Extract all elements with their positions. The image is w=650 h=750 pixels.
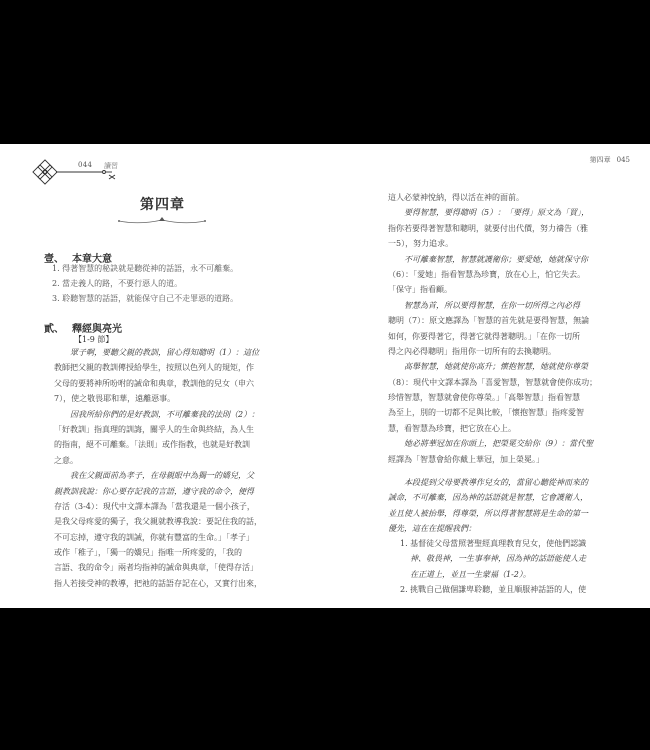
text-line: 不可離棄智慧，智慧就護衛你；要愛她，她就保守你 [404, 254, 588, 264]
list-item-line: 在正道上，並且一生蒙福（1-2）。 [410, 569, 531, 579]
text-line: 或作「稚子」，「獨一的嬌兒」指唯一所疼愛的，「我的 [54, 548, 242, 558]
text-line: 指你若要得著智慧和聰明，就要付出代價，努力禱告（雅 [388, 223, 588, 233]
text-line: 經譯為「智慧會給你戴上華冠，加上榮冕。」 [388, 454, 544, 464]
text-line: 高舉智慧，她就使你高升；懷抱智慧，她就使你尊榮 [404, 362, 588, 372]
list-item-line: 神、敬畏神，一生事奉神，因為神的話語能使人走 [410, 554, 586, 564]
summary-item: 1. 得著智慧的秘訣就是聽從神的話語，永不可離棄。 [52, 264, 239, 273]
text-line: 存活（3-4）：現代中文譯本譯為「當我還是一個小孩子， [54, 501, 255, 511]
text-line: 不可忘掉，遵守我的訓誡，你就有豐富的生命。」「孝子」 [54, 532, 254, 542]
chapter-title: 第四章 [140, 197, 185, 213]
summary-list [52, 261, 238, 306]
text-line: 我在父親面前為孝子，在母親眼中為獨一的嬌兒，父 [70, 471, 254, 481]
text-line: 之意。 [54, 455, 78, 465]
running-title-left: 讀習 [104, 162, 118, 170]
text-line: 眾子啊，要聽父親的教訓，留心得知聰明（1）：這位 [70, 348, 260, 357]
text-line: 言語、我的命令」兩者均指神的誡命與典章，「使得存活」 [54, 563, 258, 573]
running-title-right: 第四章 [589, 156, 611, 164]
text-line: （8）：現代中文譯本譯為「喜愛智慧，智慧就會使你成功； [388, 377, 598, 387]
text-line: 優先，這在在提醒我們： [388, 524, 476, 534]
text-line: 父母的要將神所吩咐的誡命和典章，教訓他的兒女（申六 [54, 378, 254, 388]
bottom-black-bar [0, 608, 650, 750]
book-spread [0, 144, 650, 608]
page-number-left: 044 [78, 161, 93, 169]
text-line: 慧，看智慧為珍寶，把它放在心上。 [388, 423, 516, 433]
text-line: 為至上，別的一切都不足與比較，「懷抱智慧」指疼愛智 [388, 408, 584, 418]
section-number: 壹、 [44, 254, 64, 265]
text-line: 一5），努力追求。 [388, 239, 454, 249]
text-line: 得之內必得聰明」指用你一切所有的去換聰明。 [388, 346, 556, 356]
text-line: 要得智慧，要得聰明（5）：「要得」原文為「買」， [404, 208, 590, 218]
text-line: 智慧為首，所以要得智慧，在你一切所得之內必得 [404, 300, 580, 310]
text-line: 如何，你要得著它，得著它就得著聰明。」「在你一切所 [388, 331, 580, 341]
text-line: 「保守」指看顧。 [388, 285, 452, 295]
list-item-line: 2. 挑戰自己做個謙卑聆聽，並且順服神話語的人，使 [400, 585, 587, 595]
chapter-ornament-icon [117, 216, 207, 226]
left-page [0, 144, 325, 608]
text-line: 因我所給你們的是好教訓，不可離棄我的法則（2）： [70, 409, 260, 419]
text-line: 並且使人被抬舉，得尊榮，所以得著智慧將是生命的第一 [388, 508, 588, 518]
right-body-text [388, 190, 610, 467]
section-title: 本章大意 [72, 254, 112, 265]
section-number: 貳、 [44, 324, 64, 335]
text-line: 是我父母疼愛的獨子，我父親就教導我說：要記住我的話， [54, 517, 262, 527]
summary-item: 2. 當走義人的路，不要行惡人的道。 [52, 279, 183, 288]
text-line: 她必將華冠加在你頭上，把榮冕交給你（9）：當代聖 [404, 439, 594, 449]
summary-item: 3. 聆聽智慧的話語，就能保守自己不走罪惡的道路。 [52, 294, 239, 303]
text-line: 本段提到父母要教導作兒女的，當留心聽從神而來的 [404, 478, 588, 487]
text-line: 聰明（7）：原文應譯為「智慧的首先就是要得智慧，無論 [388, 316, 590, 326]
text-line: 誡命，不可離棄，因為神的話語就是智慧，它會護衛人， [388, 493, 588, 503]
text-line: 珍惜智慧，智慧就會使你尊榮。」「高舉智慧」指看智慧 [388, 393, 580, 403]
right-page-header [584, 155, 630, 165]
text-line: 這人必蒙神悅納，得以活在神的面前。 [388, 193, 524, 202]
verse-reference: 【1-9 節】 [74, 335, 114, 344]
right-summary-text [388, 475, 610, 537]
section-title: 釋經與亮光 [72, 324, 122, 335]
exegesis-text [54, 345, 272, 591]
page-number-right: 045 [616, 156, 630, 164]
text-line: 指人若接受神的教導，把祂的話語存記在心，又實行出來， [54, 578, 262, 588]
left-page-header [30, 152, 130, 188]
application-list [400, 536, 612, 598]
top-black-bar [0, 0, 650, 144]
right-page [325, 144, 650, 608]
text-line: 的指南，絕不可離棄。「法則」或作指教，也就是好教訓 [54, 440, 250, 450]
text-line: 親教訓我說：你心要存記我的言語，遵守我的命令，便得 [54, 486, 254, 496]
text-line: 「好教訓」指真理的訓誨，關乎人的生命與終結，為人生 [54, 424, 254, 434]
text-line: 7），使之敬畏耶和華，遠離惡事。 [54, 394, 176, 404]
list-item-line: 1. 基督徒父母當照著聖經真理教育兒女，使他們認識 [400, 539, 587, 548]
text-line: 教師把父親的教訓傳授給學生，按照以色列人的規矩，作 [54, 363, 254, 373]
text-line: （6）：「愛她」指看智慧為珍寶，放在心上，怕它失去。 [388, 269, 586, 279]
section-heading-exegesis [44, 320, 122, 335]
